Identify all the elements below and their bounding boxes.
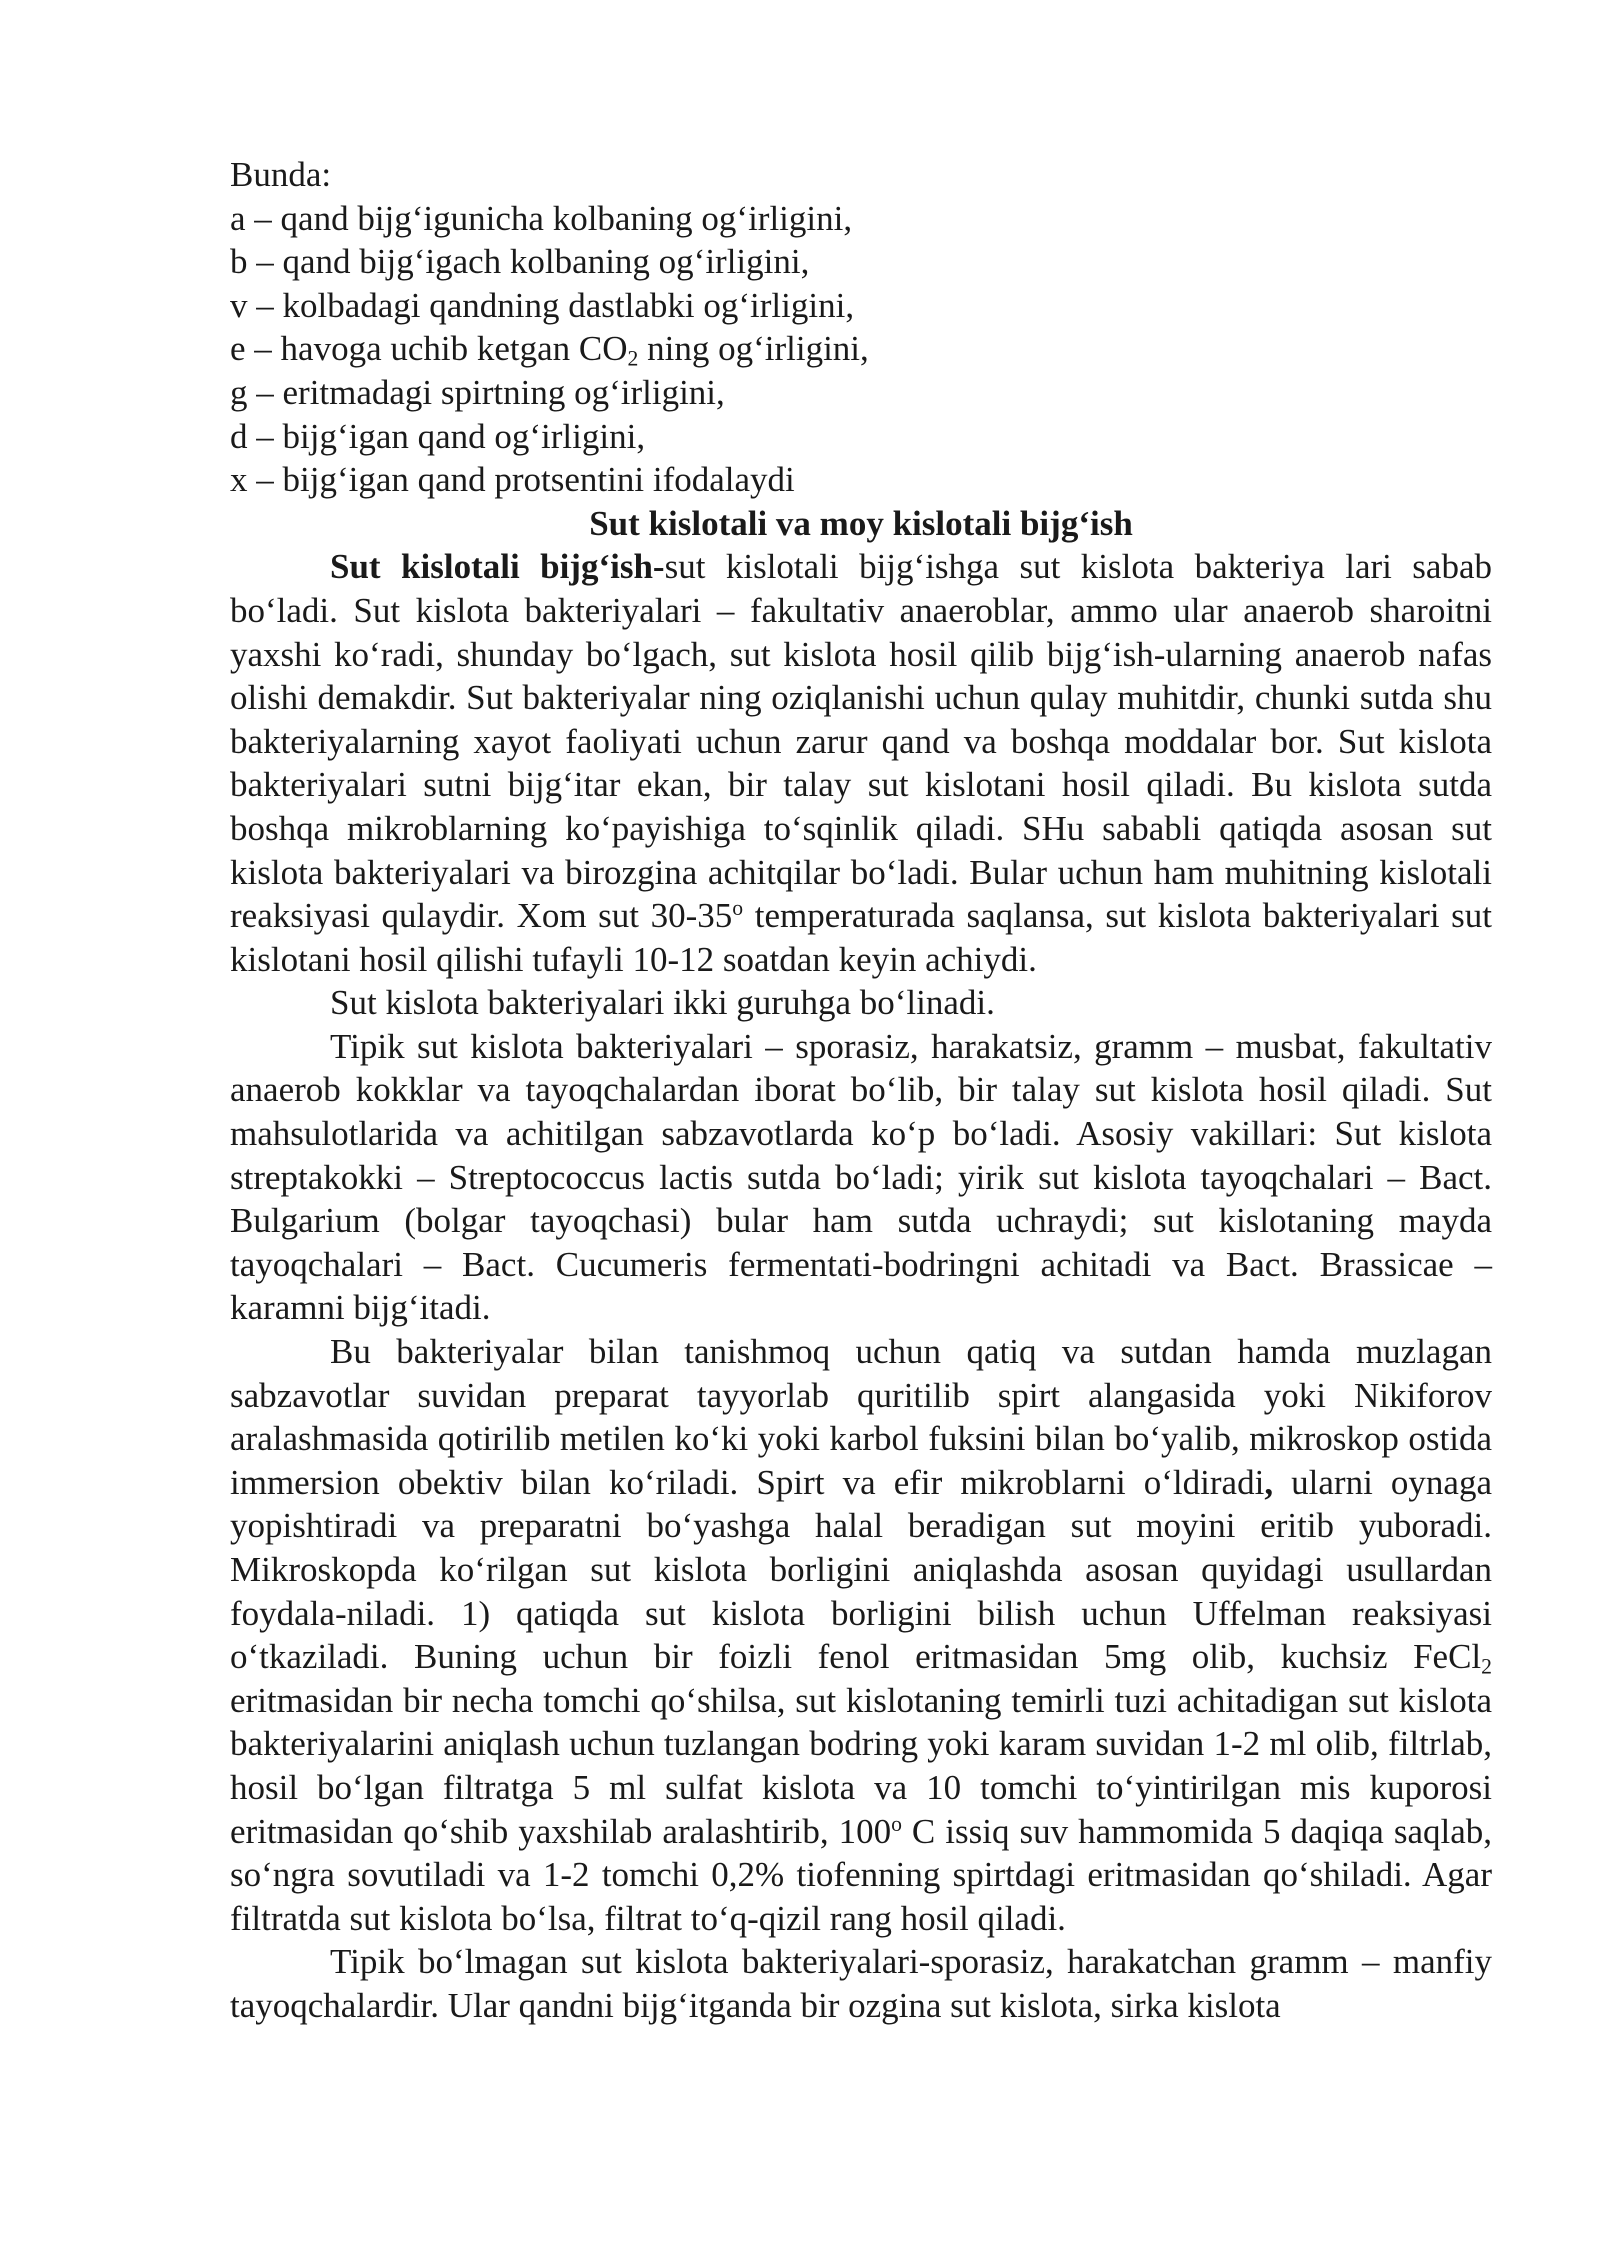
document-page <box>230 153 1492 2028</box>
section-heading: Sut kislotali va moy kislotali bijg‘ish <box>589 503 1133 543</box>
list-item: b – qand bijg‘igach kolbaning og‘irligini, <box>230 242 810 282</box>
list-item-text: ning og‘irligini, <box>638 329 869 369</box>
paragraph-text: sut kislotali bijg‘ishga sut kislota bakteriya lari sabab bo‘ladi. Sut kislota bakteriyalari – fakultativ anaeroblar, ammo ular anaerob sharoitni yaxshi ko‘radi, shunday bo‘lgach, sut kislota hosil qilib bijg‘ish-ularning anaerob nafas olishi demakdir. Sut bakteriyalar ning oziqlanishi uchun qulay muhitdir, chunki sutda shu bakteriyalarning xayot faoliyati uchun zarur qand va boshqa moddalar bor. Sut kislota bakteriyalari sutni bijg‘itar ekan, bir talay sut kislotani hosil qiladi. Bu kislota sutda boshqa mikroblarning ko‘payishiga to‘sqinlik qiladi. SHu sababli qatiqda asosan sut kislota bakteriyalari va birozgina achitqilar bo‘ladi. Bular uchun ham muhitning kislotali reaksiyasi qulaydir. Xom sut 30-35 <box>230 547 1492 936</box>
subscript: 2 <box>627 346 639 371</box>
paragraph-text: eritmasidan bir necha tomchi qo‘shilsa, sut kislotaning temirli tuzi achitadigan sut kislota bakteriyalarini aniqlash uchun tuzlangan bodring yoki karam suvidan 1-2 ml olib, filtrlab, hosil bo‘lgan filtratga 5 ml sulfat kislota va 10 tomchi to‘yintirilgan mis kuporosi eritmasidan qo‘shib yaxshilab aralashtirib, 100 <box>230 1680 1492 1851</box>
paragraph <box>230 545 1492 981</box>
bold-comma: , <box>1264 1462 1274 1502</box>
list-item: v – kolbadagi qandning dastlabki og‘irligini, <box>230 285 855 325</box>
list-item-text: e – havoga uchib ketgan CO <box>230 329 628 369</box>
paragraph-text: ularni oynaga yopishtiradi va preparatni bo‘yashga halal beradigan sut moyini eritib yuboradi. Mikroskopda ko‘rilgan sut kislota borligini aniqlashda asosan quyidagi usullardan foydala-niladi. 1) qatiqda sut kislota borligini bilish uchun Uffelman reaksiyasi o‘tkaziladi. Buning uchun bir foizli fenol eritmasidan 5mg olib, kuchsiz FeCl <box>230 1462 1493 1677</box>
list-item: d – bijg‘igan qand og‘irligini, <box>230 416 646 456</box>
superscript: o <box>891 1811 902 1836</box>
paragraph <box>230 1330 1492 1940</box>
paragraph-text: temperaturada saqlansa, sut kislota bakteriyalari sut kislotani hosil qilishi tufayli 10-12 soatdan keyin achiydi. <box>230 896 1493 979</box>
paragraph: Tipik sut kislota bakteriyalari – sporasiz, harakatsiz, gramm – musbat, fakultativ anaerob kokklar va tayoqchalardan iborat bo‘lib, bir talay sut kislota hosil qiladi. Sut mahsulotlarida va achitilgan sabzavotlarda ko‘p bo‘ladi. Asosiy vakillari: Sut kislota streptakokki – Streptococcus lactis sutda bo‘ladi; yirik sut kislota tayoqchalari – Bact. Bulgarium (bolgar tayoqchasi) bular ham sutda uchraydi; sut kislotaning mayda tayoqchalari – Bact. Cucumeris fermentati-bodringni achitadi va Bact. Brassicae – karamni bijg‘itadi. <box>230 1026 1492 1328</box>
list-item: g – eritmadagi spirtning og‘irligini, <box>230 372 725 412</box>
list-item: a – qand bijg‘igunicha kolbaning og‘irligini, <box>230 198 853 238</box>
paragraph-text: C issiq suv hammomida 5 daqiqa saqlab, so‘ngra sovutiladi va 1-2 tomchi 0,2% tiofenning spirtdagi eritmasidan qo‘shiladi. Agar filtratda sut kislota bo‘lsa, filtrat to‘q-qizil rang hosil qiladi. <box>230 1811 1492 1938</box>
list-item: x – bijg‘igan qand protsentini ifodalaydi <box>230 460 795 500</box>
paragraph: Tipik bo‘lmagan sut kislota bakteriyalari-sporasiz, harakatchan gramm – manfiy tayoqchalardir. Ular qandni bijg‘itganda bir ozgina sut kislota, sirka kislota <box>230 1942 1492 2025</box>
term-bold: Sut kislotali bijg‘ish- <box>330 547 665 587</box>
intro-label: Bunda: <box>230 155 332 194</box>
list-item <box>230 327 1492 371</box>
superscript: o <box>732 896 744 921</box>
paragraph: Sut kislota bakteriyalari ikki guruhga bo‘linadi. <box>330 983 995 1023</box>
subscript: 2 <box>1481 1654 1492 1679</box>
paragraph-text: Bu bakteriyalar bilan tanishmoq uchun qatiq va sutdan hamda muzlagan sabzavotlar suvidan preparat tayyorlab quritilib spirt alangasida yoki Nikiforov aralashmasida qotirilib metilen ko‘ki yoki karbol fuksini bilan bo‘yalib, mikroskop ostida immersion obektiv bilan ko‘riladi. Spirt va efir mikroblarni o‘ldiradi <box>230 1332 1492 1502</box>
